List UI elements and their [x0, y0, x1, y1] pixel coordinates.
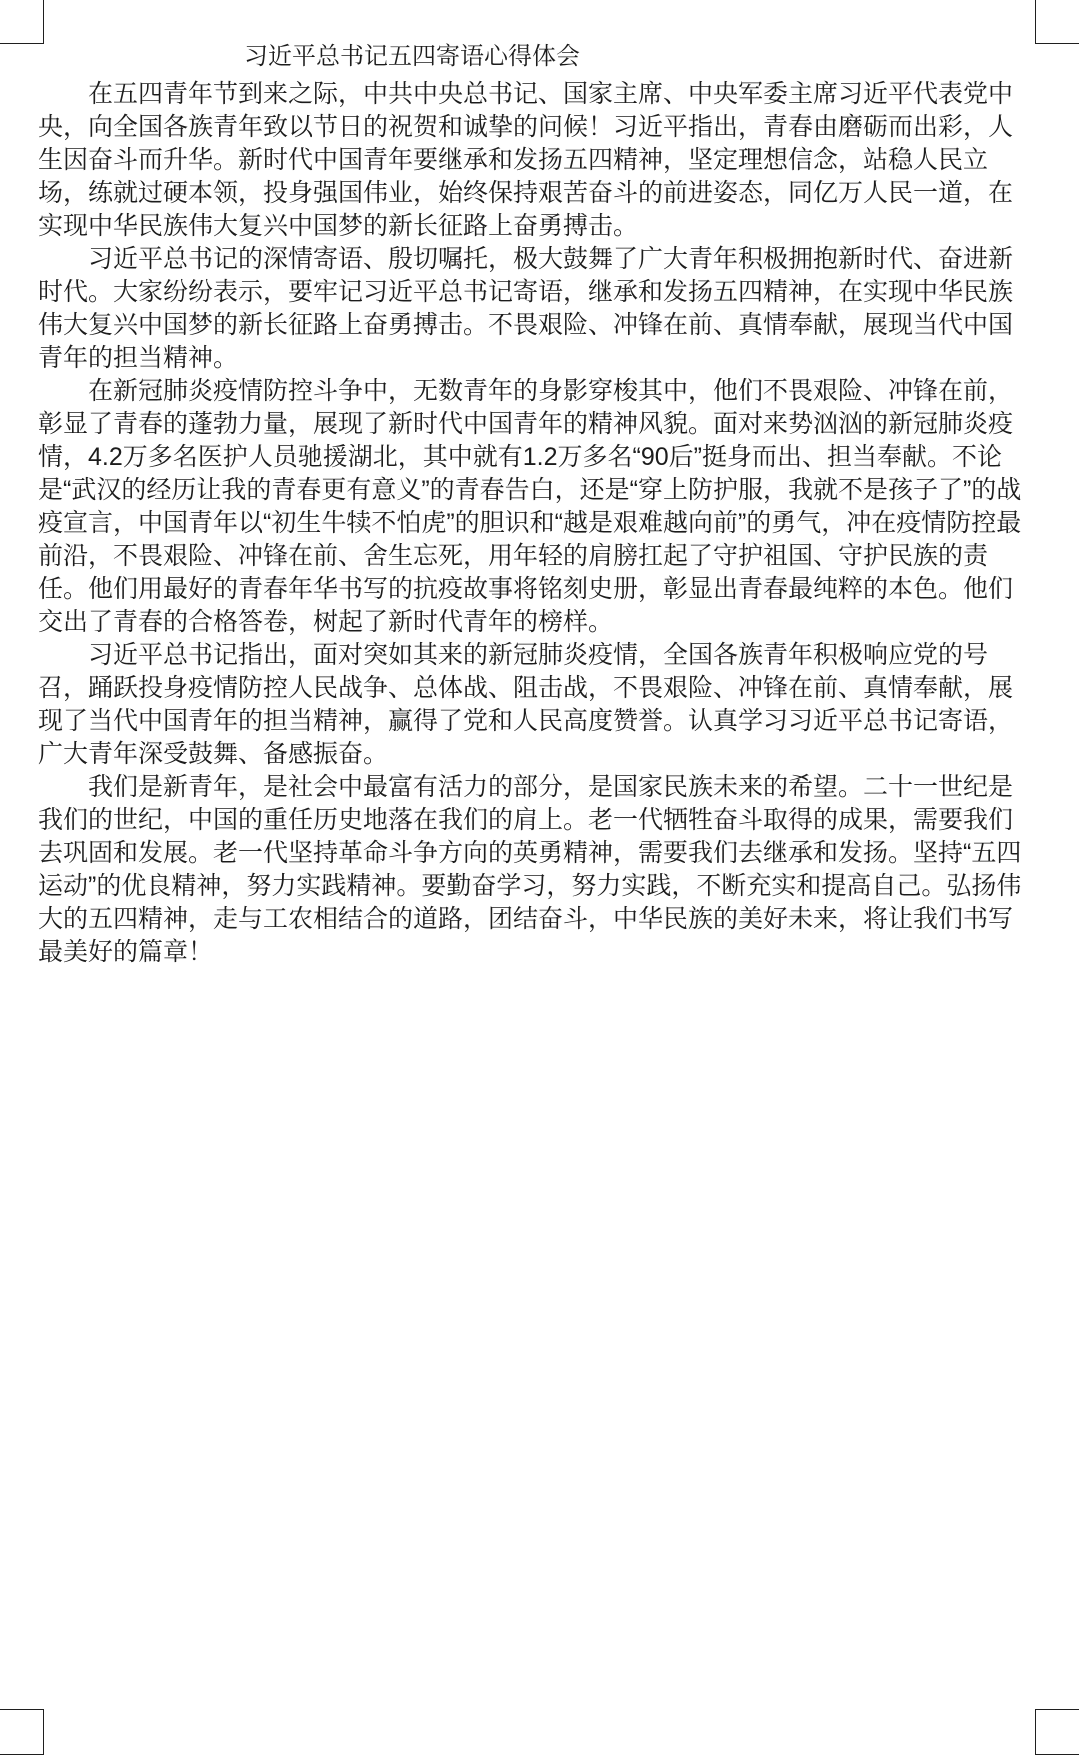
paragraph-5: 我们是新青年，是社会中最富有活力的部分，是国家民族未来的希望。二十一世纪是我们的世纪，中国的重任历史地落在我们的肩上。老一代牺牲奋斗取得的成果，需要我们去巩固和发展。老一代坚持革命斗争方向的英勇精神，需要我们去继承和发扬。坚持“五四运动”的优良精神，努力实践精神。要勤奋学习，努力实践，不断充实和提高自己。弘扬伟大的五四精神，走与工农相结合的道路，团结奋斗，中华民族的美好未来，将让我们书写最美好的篇章！ — [38, 773, 1022, 966]
document-title: 习近平总书记五四寄语心得体会 — [244, 43, 580, 70]
crop-mark-top-left-icon — [0, 0, 44, 44]
crop-mark-bottom-left-icon — [0, 1709, 44, 1755]
paragraph-2: 习近平总书记的深情寄语、殷切嘱托，极大鼓舞了广大青年积极拥抱新时代、奋进新时代。大家纷纷表示，要牢记习近平总书记寄语，继承和发扬五四精神，在实现中华民族伟大复兴中国梦的新长征路上奋勇搏击。不畏艰险、冲锋在前、真情奉献，展现当代中国青年的担当精神。 — [38, 245, 1014, 372]
crop-mark-bottom-right-icon — [1035, 1709, 1079, 1755]
paragraph-1: 在五四青年节到来之际，中共中央总书记、国家主席、中央军委主席习近平代表党中央，向全国各族青年致以节日的祝贺和诚挚的问候！习近平指出，青春由磨砺而出彩，人生因奋斗而升华。新时代中国青年要继承和发扬五四精神，坚定理想信念，站稳人民立场，练就过硬本领，投身强国伟业，始终保持艰苦奋斗的前进姿态，同亿万人民一道，在实现中华民族伟大复兴中国梦的新长征路上奋勇搏击。 — [38, 80, 1014, 240]
crop-mark-top-right-icon — [1035, 0, 1079, 44]
paragraph-4: 习近平总书记指出，面对突如其来的新冠肺炎疫情，全国各族青年积极响应党的号召，踊跃投身疫情防控人民战争、总体战、阻击战，不畏艰险、冲锋在前、真情奉献，展现了当代中国青年的担当精神，赢得了党和人民高度赞誉。认真学习习近平总书记寄语，广大青年深受鼓舞、备感振奋。 — [38, 641, 1014, 768]
document-body — [38, 40, 1024, 969]
paragraph-3: 在新冠肺炎疫情防控斗争中，无数青年的身影穿梭其中，他们不畏艰险、冲锋在前，彰显了青春的蓬勃力量，展现了新时代中国青年的精神风貌。面对来势汹汹的新冠肺炎疫情，4.2万多名医护人员驰援湖北，其中就有1.2万多名“90后”挺身而出、担当奉献。不论是“武汉的经历让我的青春更有意义”的青春告白，还是“穿上防护服，我就不是孩子了”的战疫宣言，中国青年以“初生牛犊不怕虎”的胆识和“越是艰难越向前”的勇气，冲在疫情防控最前沿，不畏艰险、冲锋在前、舍生忘死，用年轻的肩膀扛起了守护祖国、守护民族的责任。他们用最好的青春年华书写的抗疫故事将铭刻史册，彰显出青春最纯粹的本色。他们交出了青春的合格答卷，树起了新时代青年的榜样。 — [38, 377, 1022, 636]
